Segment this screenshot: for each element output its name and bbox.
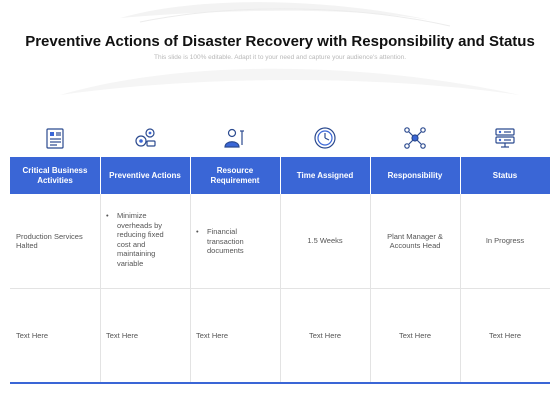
table-cell-resource	[190, 289, 280, 382]
team-network-icon	[370, 123, 460, 153]
header-time-assigned: Time Assigned	[296, 170, 354, 180]
business-document-icon	[10, 123, 100, 153]
header-preventive-actions: Preventive Actions	[109, 170, 181, 180]
cell-text: Text Here	[308, 330, 342, 340]
cell-text: Plant Manager & Accounts Head	[387, 231, 443, 250]
header-status: Status	[492, 170, 518, 180]
table-cell-activity	[10, 289, 100, 382]
bullet: •	[106, 211, 109, 220]
cell-text: In Progress	[485, 236, 525, 246]
clock-icon	[280, 123, 370, 153]
table-cell-activity	[10, 194, 100, 288]
table-header	[10, 157, 550, 194]
table-cell-status	[460, 194, 550, 288]
cell-text: 1.5 Weeks	[307, 236, 343, 246]
person-tools-icon	[190, 123, 280, 153]
cell-text: Production Services Halted	[16, 231, 83, 250]
header-resource-requirement: Resource Requirement	[210, 165, 260, 185]
table-bottom-border	[10, 382, 550, 384]
cell-text: Minimize overheads by reducing fixed cost and maintaining variable	[117, 211, 164, 268]
cell-text: Text Here	[196, 330, 229, 340]
header-responsibility: Responsibility	[387, 170, 443, 180]
cell-text: Text Here	[488, 330, 522, 340]
icons-row	[10, 123, 550, 153]
gears-money-icon	[100, 123, 190, 153]
cell-text: Text Here	[398, 330, 432, 340]
table-cell-preventive-action	[100, 289, 190, 382]
table-cell-preventive-action	[100, 211, 190, 271]
table-cell-time	[280, 194, 370, 288]
table-cell-time	[280, 289, 370, 382]
table-cell-responsibility	[370, 289, 460, 382]
bullet: •	[196, 227, 199, 236]
header-critical-business-activities: Critical Business Activities	[22, 165, 88, 185]
table-cell-status	[460, 289, 550, 382]
page-subtitle: This slide is 100% editable. Adapt it to your need and capture your audience's attention.	[153, 54, 406, 61]
table-cell-resource	[190, 227, 280, 267]
cell-text: Text Here	[106, 330, 139, 340]
status-server-icon	[460, 123, 550, 153]
table-cell-responsibility	[370, 194, 460, 288]
cell-text: Financial transaction documents	[207, 227, 244, 255]
cell-text: Text Here	[16, 330, 49, 340]
page-title: Preventive Actions of Disaster Recovery with Responsibility and Status	[25, 33, 535, 50]
